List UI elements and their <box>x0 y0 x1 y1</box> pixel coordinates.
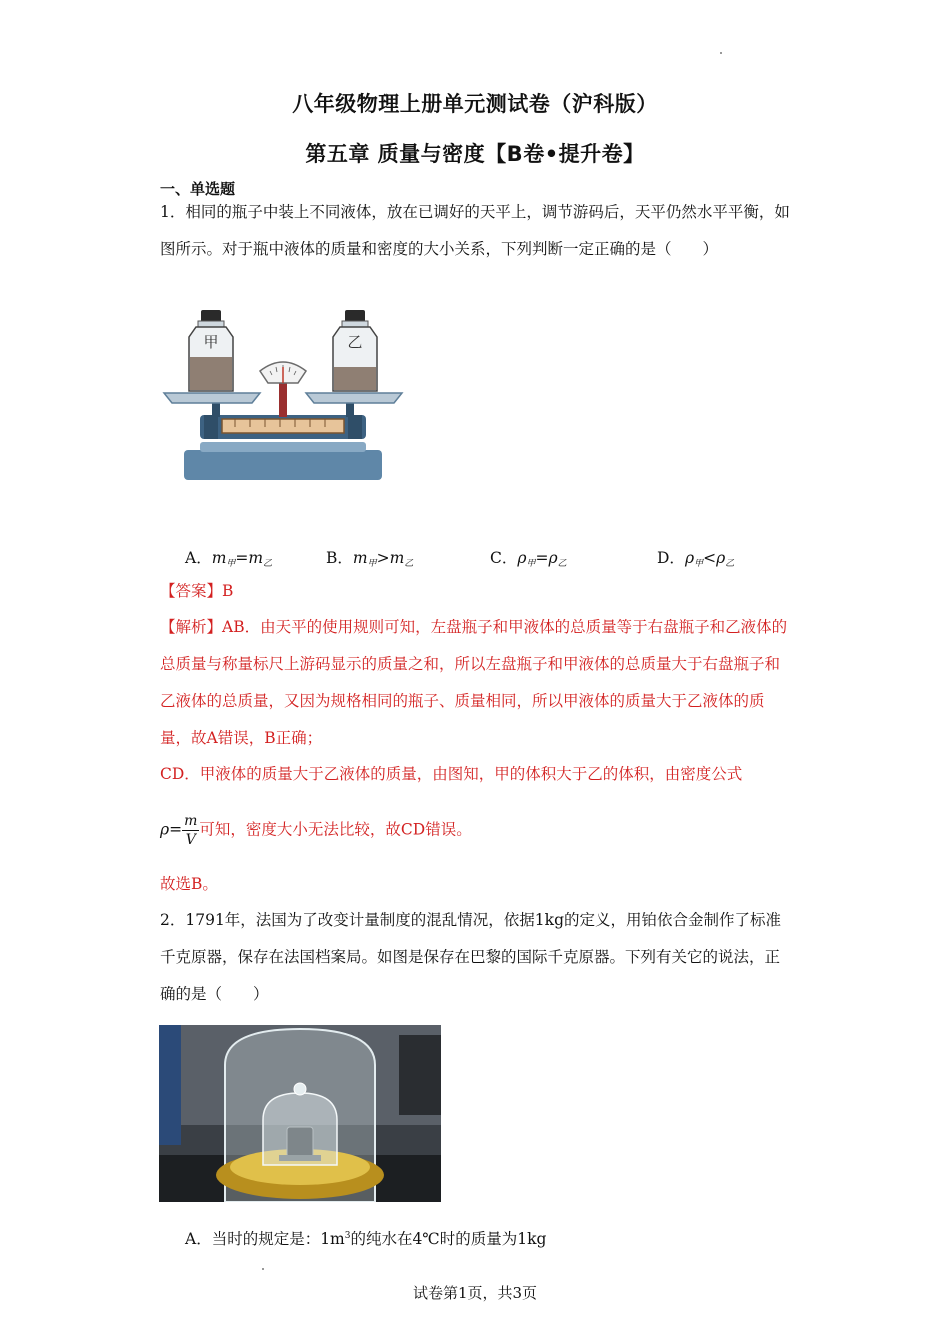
balance-scale-figure <box>160 305 410 487</box>
right-pan <box>306 393 402 403</box>
right-knob <box>348 415 362 439</box>
option-d: D．$\rho_甲<\rho_乙$ <box>657 549 735 569</box>
conclusion: 故选B。 <box>160 875 218 893</box>
analysis-ab: 【解析】AB．由天平的使用规则可知，左盘瓶子和甲液体的总质量等于右盘瓶子和乙液体的总质量与称量标尺上游码显示的质量之和，所以左盘瓶子和甲液体的总质量大于右盘瓶子和乙液体的总质量，又因为规格相同的瓶子、质量相同，所以甲液体的质量大于乙液体的质量，故A错误，B正确； <box>160 618 788 747</box>
left-pan <box>164 393 260 403</box>
scale-rider-bar <box>222 419 344 433</box>
formula-rho: ρ <box>160 820 170 839</box>
page-subtitle: 第五章 质量与密度【B卷•提升卷】 <box>305 142 645 166</box>
formula-fraction: $\frac{m}{V}$ <box>184 813 198 848</box>
question-2-option-a: A．当时的规定是：$1m^3$的纯水在4℃时的质量为1kg <box>185 1230 547 1248</box>
right-bottle-label: 乙 <box>347 333 363 351</box>
question-1-stem: 1．相同的瓶子中装上不同液体，放在已调好的天平上，调节游码后，天平仍然水平平衡，如图所示。对于瓶中液体的质量和密度的大小关系，下列判断一定正确的是（ ） <box>160 203 790 258</box>
corner-mark <box>262 1268 264 1270</box>
page-footer: 试卷第1页，共3页 <box>412 1284 538 1302</box>
center-pointer <box>279 383 287 417</box>
option-a: A．$m_甲=m_乙$ <box>185 549 273 569</box>
analysis-cd-end: 可知，密度大小无法比较，故CD错误。 <box>199 820 472 839</box>
page-title: 八年级物理上册单元测试卷（沪科版） <box>292 92 658 116</box>
left-bottle-label: 甲 <box>203 333 219 351</box>
option-c: C．$\rho_甲=\rho_乙$ <box>490 549 567 569</box>
analysis-cd: CD．甲液体的质量大于乙液体的质量，由图知，甲的体积大于乙的体积，由密度公式 <box>160 765 743 783</box>
scale-base-top <box>200 442 366 452</box>
question-2-stem: 2．1791年，法国为了改变计量制度的混乱情况，依据1kg的定义，用铂依合金制作了标准千克原器，保存在法国档案局。如图是保存在巴黎的国际千克原器。下列有关它的说法，正确的是（ ） <box>160 911 781 1003</box>
answer: 【答案】B <box>160 582 234 600</box>
section-heading: 一、单选题 <box>160 180 236 198</box>
option-b: B．$m_甲>m_乙$ <box>326 549 414 569</box>
kilogram-prototype-photo <box>159 1025 441 1202</box>
formula-equals: = <box>169 820 183 839</box>
scale-base <box>184 450 382 480</box>
density-formula-line <box>160 812 790 849</box>
left-knob <box>204 415 218 439</box>
corner-mark <box>720 52 722 54</box>
